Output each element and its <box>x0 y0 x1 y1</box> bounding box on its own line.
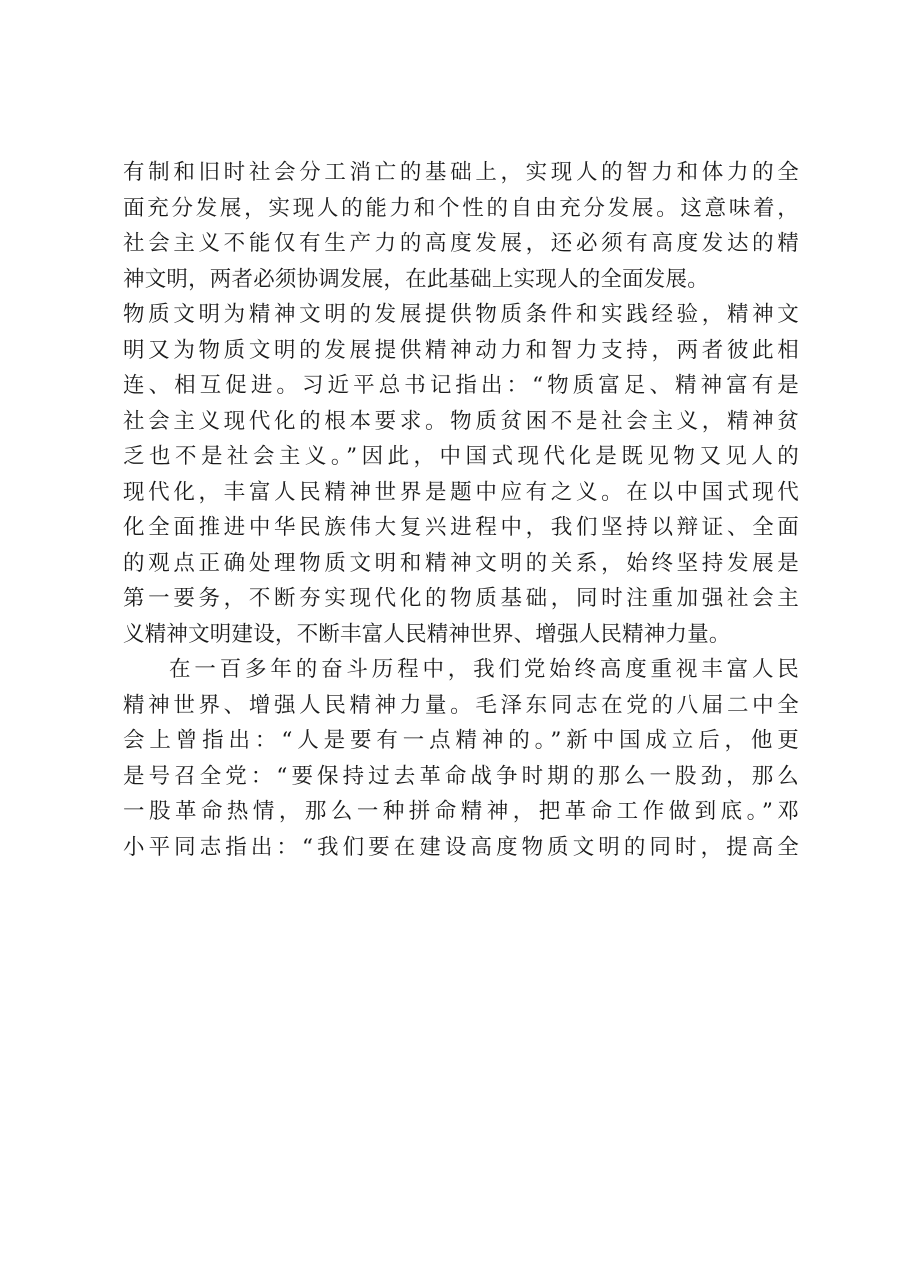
text-line: 乏也不是社会主义。”因此，中国式现代化是既见物又见人的 <box>123 444 799 469</box>
text-line: 精神世界、增强人民精神力量。毛泽东同志在党的八届二中全 <box>123 692 799 718</box>
text-line: 现代化，丰富人民精神世界是题中应有之义。在以中国式现代 <box>123 479 799 505</box>
body-text <box>123 155 799 865</box>
text-line: 面充分发展，实现人的能力和个性的自由充分发展。这意味着， <box>123 195 799 221</box>
text-line: 物质文明为精神文明的发展提供物质条件和实践经验，精神文 <box>123 302 799 327</box>
text-line: 神文明，两者必须协调发展，在此基础上实现人的全面发展。 <box>123 266 709 292</box>
text-line: 义精神文明建设，不断丰富人民精神世界、增强人民精神力量。 <box>123 621 731 647</box>
text-line: 连、相互促进。习近平总书记指出：“物质富足、精神富有是 <box>123 373 799 398</box>
text-line: 明又为物质文明的发展提供精神动力和智力支持，两者彼此相 <box>123 337 799 363</box>
text-line: 的观点正确处理物质文明和精神文明的关系，始终坚持发展是 <box>123 550 799 576</box>
text-line: 在一百多年的奋斗历程中，我们党始终高度重视丰富人民 <box>169 657 799 682</box>
text-line: 小平同志指出：“我们要在建设高度物质文明的同时，提高全 <box>123 834 799 860</box>
text-line: 化全面推进中华民族伟大复兴进程中，我们坚持以辩证、全面 <box>123 515 799 540</box>
text-line: 社会主义现代化的根本要求。物质贫困不是社会主义，精神贫 <box>123 408 799 434</box>
text-line: 第一要务，不断夯实现代化的物质基础，同时注重加强社会主 <box>123 586 799 611</box>
text-line: 会上曾指出：“人是要有一点精神的。”新中国成立后，他更 <box>123 728 799 753</box>
text-line: 社会主义不能仅有生产力的高度发展，还必须有高度发达的精 <box>123 231 799 256</box>
text-line: 有制和旧时社会分工消亡的基础上，实现人的智力和体力的全 <box>123 160 799 185</box>
text-line: 是号召全党：“要保持过去革命战争时期的那么一股劲，那么 <box>123 763 799 789</box>
text-line: 一股革命热情，那么一种拼命精神，把革命工作做到底。”邓 <box>123 799 799 824</box>
